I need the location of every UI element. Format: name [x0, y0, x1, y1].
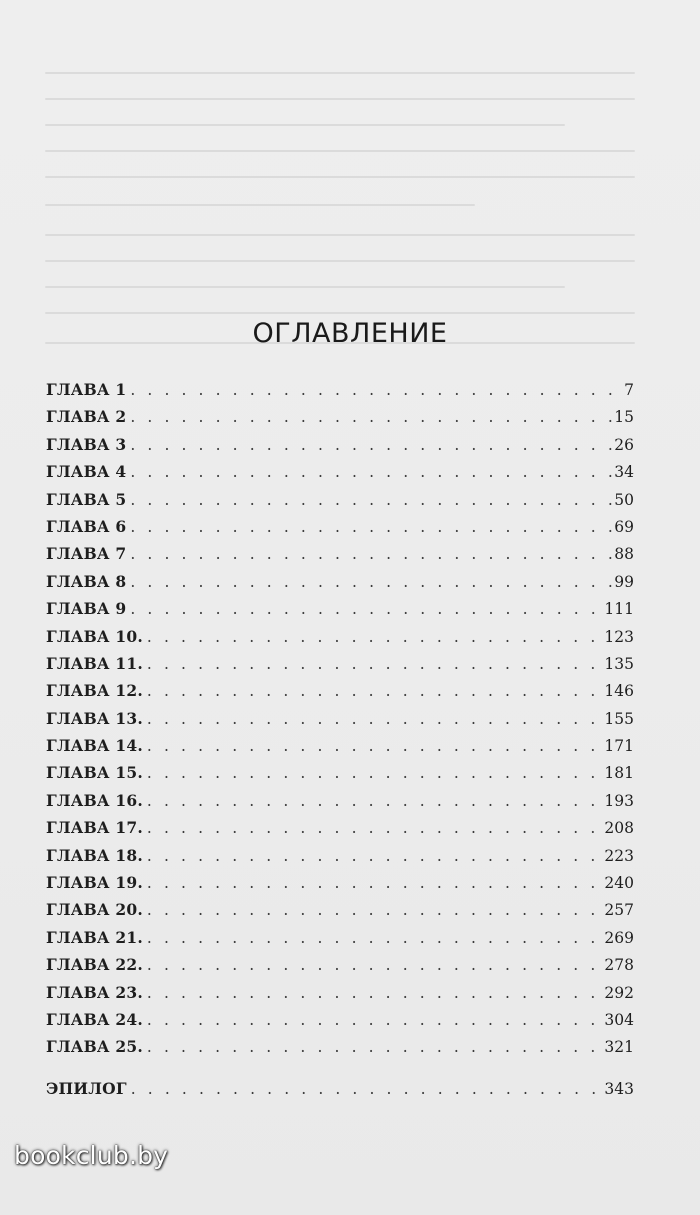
toc-entry-page: 240 [604, 874, 634, 893]
toc-entry [46, 896, 634, 923]
toc-entry-page: 292 [604, 983, 634, 1002]
toc-entry-page: 34 [614, 463, 634, 482]
toc-entry [46, 869, 634, 896]
toc-title: ОГЛАВЛЕНИЕ [252, 318, 448, 349]
bleed-through-line [45, 124, 565, 126]
toc-dot-leader [147, 980, 602, 1007]
toc-entry [46, 732, 634, 759]
bleed-through-line [45, 204, 475, 206]
toc-dot-leader [147, 1007, 602, 1034]
bleed-through-line [45, 312, 635, 314]
toc-dot-leader [130, 404, 612, 431]
toc-entry-page: 26 [614, 435, 634, 454]
toc-entry [46, 842, 634, 869]
toc-entry-label: ГЛАВА 18. [46, 845, 143, 865]
toc-dot-leader [130, 432, 612, 459]
toc-entry-page: 123 [604, 627, 634, 646]
toc-dot-leader [147, 870, 602, 897]
toc-entry [46, 787, 634, 814]
toc-dot-leader [130, 596, 602, 623]
toc-entry-label: ГЛАВА 5 [46, 489, 127, 509]
toc-entry [46, 623, 634, 650]
toc-entry-label: ГЛАВА 24. [46, 1009, 143, 1029]
toc-dot-leader [147, 925, 602, 952]
toc-dot-leader [130, 514, 612, 541]
toc-entry-page: 7 [624, 381, 634, 399]
toc-entry-page: 208 [604, 819, 634, 838]
toc-entry-page: 257 [604, 901, 634, 920]
toc-entry-label: ГЛАВА 17. [46, 818, 143, 838]
toc-dot-leader [147, 706, 602, 733]
toc-dot-leader [130, 459, 612, 486]
toc-entry-label: ГЛАВА 23. [46, 982, 143, 1002]
toc-dot-leader [147, 788, 602, 815]
toc-entry-page: 171 [604, 737, 634, 756]
toc-entry-page: 15 [614, 408, 634, 427]
toc-entry-label: ЭПИЛОГ [46, 1078, 127, 1098]
toc-dot-leader [147, 815, 602, 842]
toc-dot-leader [130, 377, 622, 404]
toc-entry-page: 146 [604, 682, 634, 701]
toc-dot-leader [130, 487, 612, 514]
toc-entry-label: ГЛАВА 7 [46, 544, 127, 564]
toc-entry-label: ГЛАВА 16. [46, 790, 143, 810]
toc-entry [46, 705, 634, 732]
toc-entry [46, 979, 634, 1006]
toc-entry-label: ГЛАВА 19. [46, 873, 143, 893]
toc-entry [46, 403, 634, 430]
toc-dot-leader [147, 1034, 602, 1061]
toc-dot-leader [130, 541, 612, 568]
bleed-through-line [45, 176, 635, 178]
toc-entry-label: ГЛАВА 13. [46, 708, 143, 728]
bleed-through-line [45, 260, 635, 262]
toc-entry [46, 376, 634, 403]
toc-entry-page: 223 [604, 846, 634, 865]
toc-entry-label: ГЛАВА 10. [46, 626, 143, 646]
bleed-through-line [45, 234, 635, 236]
toc-dot-leader [147, 678, 602, 705]
toc-entry-page: 88 [614, 545, 634, 564]
toc-entry-page: 181 [604, 764, 634, 783]
toc-entry-page: 304 [604, 1010, 634, 1029]
toc-dot-leader [130, 569, 612, 596]
toc-entry-page: 111 [604, 600, 634, 619]
toc-entry [46, 951, 634, 978]
toc-entry-label: ГЛАВА 8 [46, 571, 127, 591]
toc-entry-label: ГЛАВА 6 [46, 516, 127, 536]
toc-entry-label: ГЛАВА 4 [46, 462, 127, 482]
toc-entry [46, 650, 634, 677]
toc-entry-page: 69 [614, 517, 634, 536]
toc-entry [46, 486, 634, 513]
toc-entry-epilog [46, 1075, 634, 1102]
toc-entry-label: ГЛАВА 20. [46, 900, 143, 920]
toc-entry-label: ГЛАВА 25. [46, 1037, 143, 1057]
toc-entry-page: 278 [604, 956, 634, 975]
bleed-through-line [45, 72, 635, 74]
toc-list [46, 376, 634, 1102]
site-watermark: bookclub.by [14, 1141, 169, 1170]
toc-entry-label: ГЛАВА 11. [46, 653, 143, 673]
toc-entry [46, 513, 634, 540]
toc-entry-page: 135 [604, 654, 634, 673]
toc-dot-leader [147, 733, 602, 760]
toc-dot-leader [131, 1076, 603, 1103]
toc-entry-label: ГЛАВА 12. [46, 681, 143, 701]
toc-entry-label: ГЛАВА 15. [46, 763, 143, 783]
toc-entry-label: ГЛАВА 22. [46, 955, 143, 975]
bleed-through-line [45, 98, 635, 100]
toc-entry-page: 155 [604, 709, 634, 728]
toc-dot-leader [147, 843, 602, 870]
toc-entry [46, 595, 634, 622]
bleed-through-line [45, 286, 565, 288]
toc-entry-page: 343 [604, 1079, 634, 1098]
bleed-through-line [45, 150, 635, 152]
toc-entry [46, 924, 634, 951]
toc-entry [46, 568, 634, 595]
toc-entry [46, 759, 634, 786]
toc-entry [46, 458, 634, 485]
toc-entry-label: ГЛАВА 14. [46, 736, 143, 756]
toc-entry-label: ГЛАВА 2 [46, 407, 127, 427]
toc-dot-leader [147, 760, 602, 787]
toc-dot-leader [147, 952, 602, 979]
toc-entry [46, 1006, 634, 1033]
toc-entry-page: 50 [614, 490, 634, 509]
toc-dot-leader [147, 651, 602, 678]
toc-entry-label: ГЛАВА 21. [46, 927, 143, 947]
toc-entry [46, 540, 634, 567]
toc-entry-page: 99 [614, 572, 634, 591]
toc-entry-label: ГЛАВА 9 [46, 599, 127, 619]
toc-entry-page: 193 [604, 791, 634, 810]
toc-dot-leader [147, 624, 602, 651]
toc-entry-label: ГЛАВА 1 [46, 380, 127, 399]
toc-dot-leader [147, 897, 602, 924]
toc-entry [46, 1033, 634, 1060]
toc-entry-label: ГЛАВА 3 [46, 434, 127, 454]
toc-entry-page: 321 [604, 1038, 634, 1057]
toc-entry [46, 814, 634, 841]
toc-entry [46, 677, 634, 704]
toc-entry [46, 431, 634, 458]
toc-entry-page: 269 [604, 928, 634, 947]
